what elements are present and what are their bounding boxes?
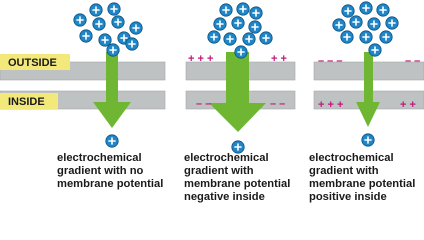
caption-line: electrochemical <box>184 152 269 164</box>
caption-line: electrochemical <box>57 152 142 164</box>
caption-line: electrochemical <box>309 152 394 164</box>
positive-charges-outside: + + <box>271 53 287 65</box>
caption-negative-inside <box>184 152 290 204</box>
caption-line: membrane potential <box>57 178 164 190</box>
inside-label-text: INSIDE <box>8 96 45 108</box>
caption-line: membrane potential <box>184 178 291 190</box>
outside-label <box>0 54 70 70</box>
positive-charges-inside: + + <box>400 99 416 111</box>
negative-charges-inside: – – <box>270 98 286 110</box>
negative-charges-inside: – – <box>196 98 212 110</box>
caption-line: negative inside <box>184 191 265 203</box>
caption-line: gradient with <box>309 165 379 177</box>
caption-line: membrane potential <box>309 178 416 190</box>
caption-line: gradient with <box>184 165 254 177</box>
caption-positive-inside <box>309 152 415 204</box>
caption-line: gradient with no <box>57 165 144 177</box>
positive-charges-outside: + + + <box>188 53 214 65</box>
caption-line: positive inside <box>309 191 387 203</box>
outside-label-text: OUTSIDE <box>8 57 57 69</box>
positive-charges-inside: + + + <box>318 99 344 111</box>
inside-label <box>0 93 58 109</box>
negative-charges-outside: – – <box>405 55 421 67</box>
panel-positive-inside <box>318 52 420 127</box>
negative-charges-outside: – – – <box>318 55 343 67</box>
caption-no-membrane-potential <box>57 152 163 191</box>
